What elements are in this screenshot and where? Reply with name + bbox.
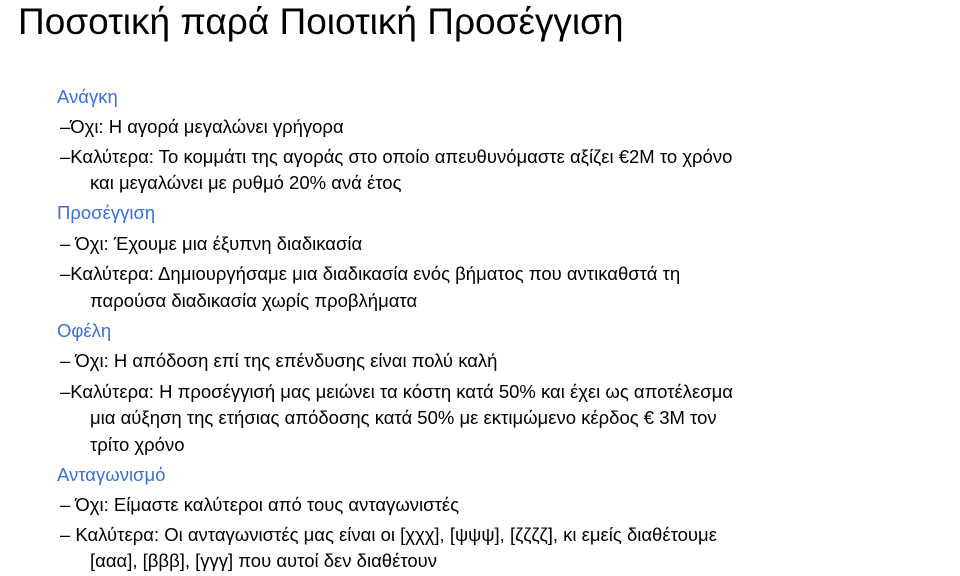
bullet-need-better-continued: και μεγαλώνει με ρυθμό 20% ανά έτος [90, 172, 402, 193]
section-heading-need: Ανάγκη [57, 86, 118, 107]
bullet-competition-better-continued: [ααα], [βββ], [γγγ] που αυτοί δεν διαθέτουν [90, 550, 438, 571]
bullet-competition-no: – Όχι: Είμαστε καλύτεροι από τους ανταγωνιστές [60, 494, 460, 515]
bullet-benefits-better-continued-2: τρίτο χρόνο [90, 434, 185, 455]
bullet-approach-no: – Όχι: Έχουμε μια έξυπνη διαδικασία [60, 233, 363, 254]
bullet-competition-better: – Καλύτερα: Οι ανταγωνιστές μας είναι οι [χχχ], [ψψψ], [ζζζζ], κι εμείς διαθέτουμε [60, 524, 717, 545]
bullet-benefits-better: –Καλύτερα: Η προσέγγισή μας μειώνει τα κόστη κατά 50% και έχει ως αποτέλεσμα [60, 381, 733, 402]
bullet-need-better: –Καλύτερα: Το κομμάτι της αγοράς στο οποίο απευθυνόμαστε αξίζει €2Μ το χρόνο [60, 146, 733, 167]
bullet-approach-better: –Καλύτερα: Δημιουργήσαμε μια διαδικασία ενός βήματος που αντικαθστά τη [60, 263, 681, 284]
bullet-need-no: –Όχι: Η αγορά μεγαλώνει γρήγορα [60, 116, 344, 137]
section-heading-competition: Ανταγωνισμό [57, 464, 166, 485]
bullet-approach-better-continued: παρούσα διαδικασία χωρίς προβλήματα [90, 290, 418, 311]
bullet-benefits-no: – Όχι: Η απόδοση επί της επένδυσης είναι πολύ καλή [60, 350, 498, 371]
bullet-benefits-better-continued-1: μια αύξηση της ετήσιας απόδοσης κατά 50% με εκτιμώμενο κέρδος € 3Μ τον [90, 407, 717, 428]
section-heading-approach: Προσέγγιση [57, 202, 156, 223]
section-heading-benefits: Οφέλη [57, 320, 112, 341]
page-title: Ποσοτική παρά Ποιοτική Προσέγγιση [18, 1, 624, 42]
